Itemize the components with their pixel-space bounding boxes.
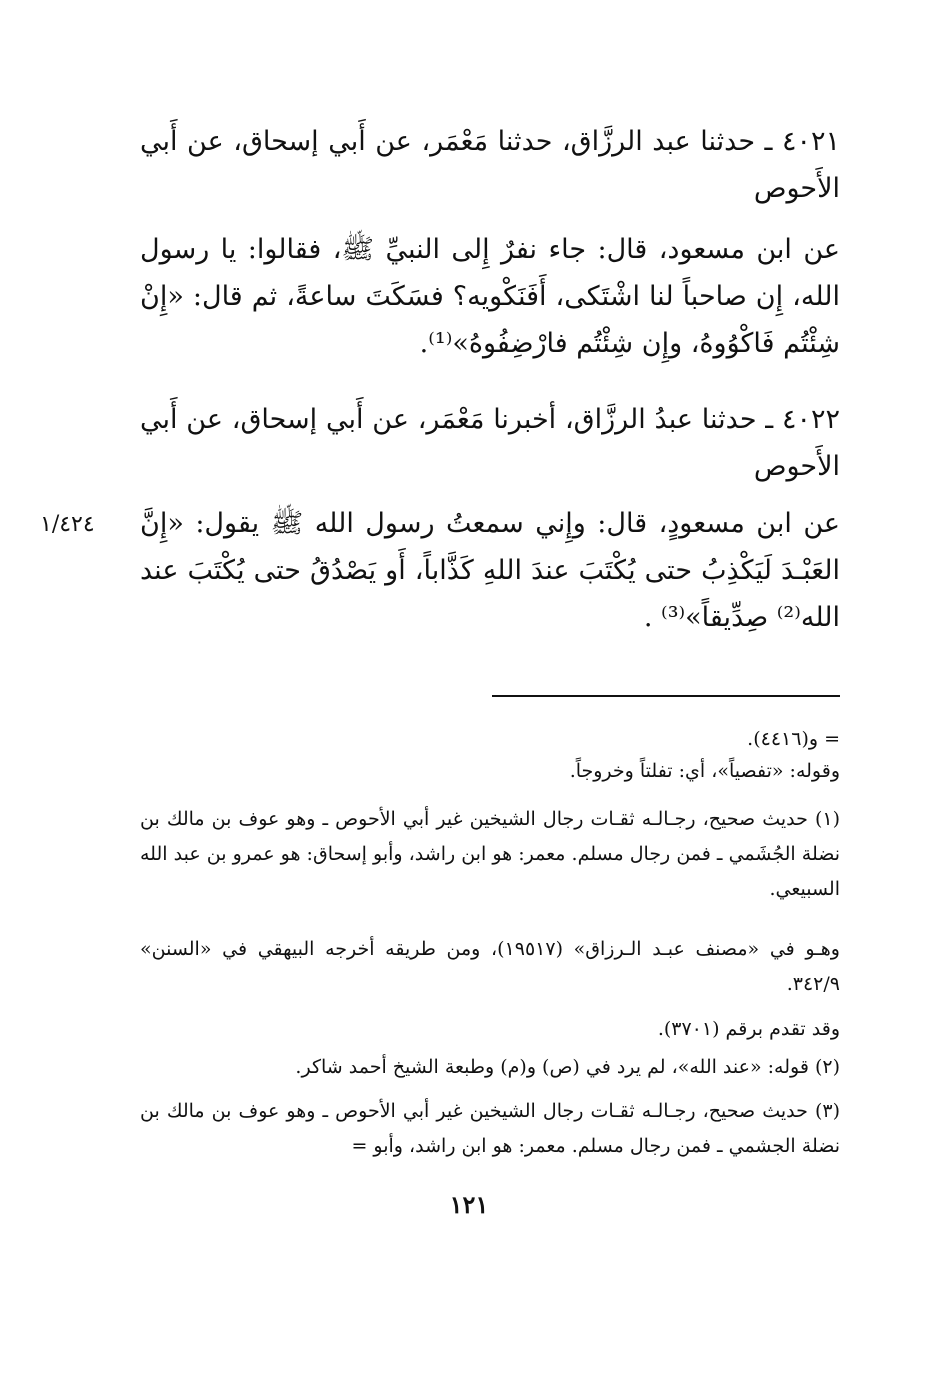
footnote-2: (٢) قوله: «عند الله»، لم يرد في (ص) و(م) وطبعة الشيخ أحمد شاكر. <box>295 1056 840 1078</box>
footnote-3: (٣) حديث صحيح، رجـالـه ثقـات رجال الشيخين غير أبي الأحوص ـ وهو عوف بن مالك بن نضلة الجشمي ـ فمن رجال مسلم. معمر: هو ابن راشد، وأبو = <box>140 1100 840 1157</box>
footnote-continuation: = و(٤٤١٦). <box>747 728 840 750</box>
hadith-4022-text: عن ابن مسعودٍ، قال: وإِني سمعتُ رسول الله ﷺ يقول: «إِنَّ العَبْـدَ لَيَكْذِبُ حتى يُكْتَبَ عندَ اللهِ كَذَّاباً، أَو يَصْدُقُ حتى يُكْتَبَ عند الله⁽²⁾ صِدِّيقاً»⁽³⁾ . <box>140 508 840 633</box>
footnote-1: (١) حديث صحيح، رجـالـه ثقـات رجال الشيخين غير أبي الأحوص ـ وهو عوف بن مالك بن نضلة الجُشَمي ـ فمن رجال مسلم. معمر: هو ابن راشد، وأبو إسحاق: هو عمرو بن عبد الله السبيعي. <box>140 808 840 900</box>
hadith-4021-chain: ٤٠٢١ ـ حدثنا عبد الرزَّاق، حدثنا مَعْمَر، عن أَبي إسحاق، عن أَبي الأَحوص <box>140 126 840 204</box>
page-number: ١٢١ <box>449 1190 489 1219</box>
footnote-1-cross-reference: وقد تقدم برقم (٣٧٠١). <box>657 1018 840 1040</box>
footnote-continuation-note: وقوله: «تفصياً»، أي: تفلتاً وخروجاً. <box>569 760 840 782</box>
margin-volume-page-reference: ١/٤٢٤ <box>40 512 95 537</box>
hadith-4022-chain: ٤٠٢٢ ـ حدثنا عبدُ الرزَّاق، أخبرنا مَعْمَر، عن أَبي إسحاق، عن أَبي الأَحوص <box>140 404 840 482</box>
hadith-4021-text: عن ابن مسعود، قال: جاء نفرٌ إِلى النبيِّ ﷺ، فقالوا: يا رسول الله، إِن صاحباً لنا اشْتَكى، أَفَنَكْويه؟ فسَكَتَ ساعةً، ثم قال: «إِنْ شِئْتُم فَاكْوُوهُ، وإِن شِئْتُم فارْضِفُوهُ»⁽¹⁾. <box>140 234 840 359</box>
footnote-1-source: وهـو في «مصنف عبـد الـرزاق» (١٩٥١٧)، ومن طريقه أخرجه البيهقي في «السنن» ٣٤٢/٩. <box>140 938 840 995</box>
footnote-separator <box>492 695 840 697</box>
